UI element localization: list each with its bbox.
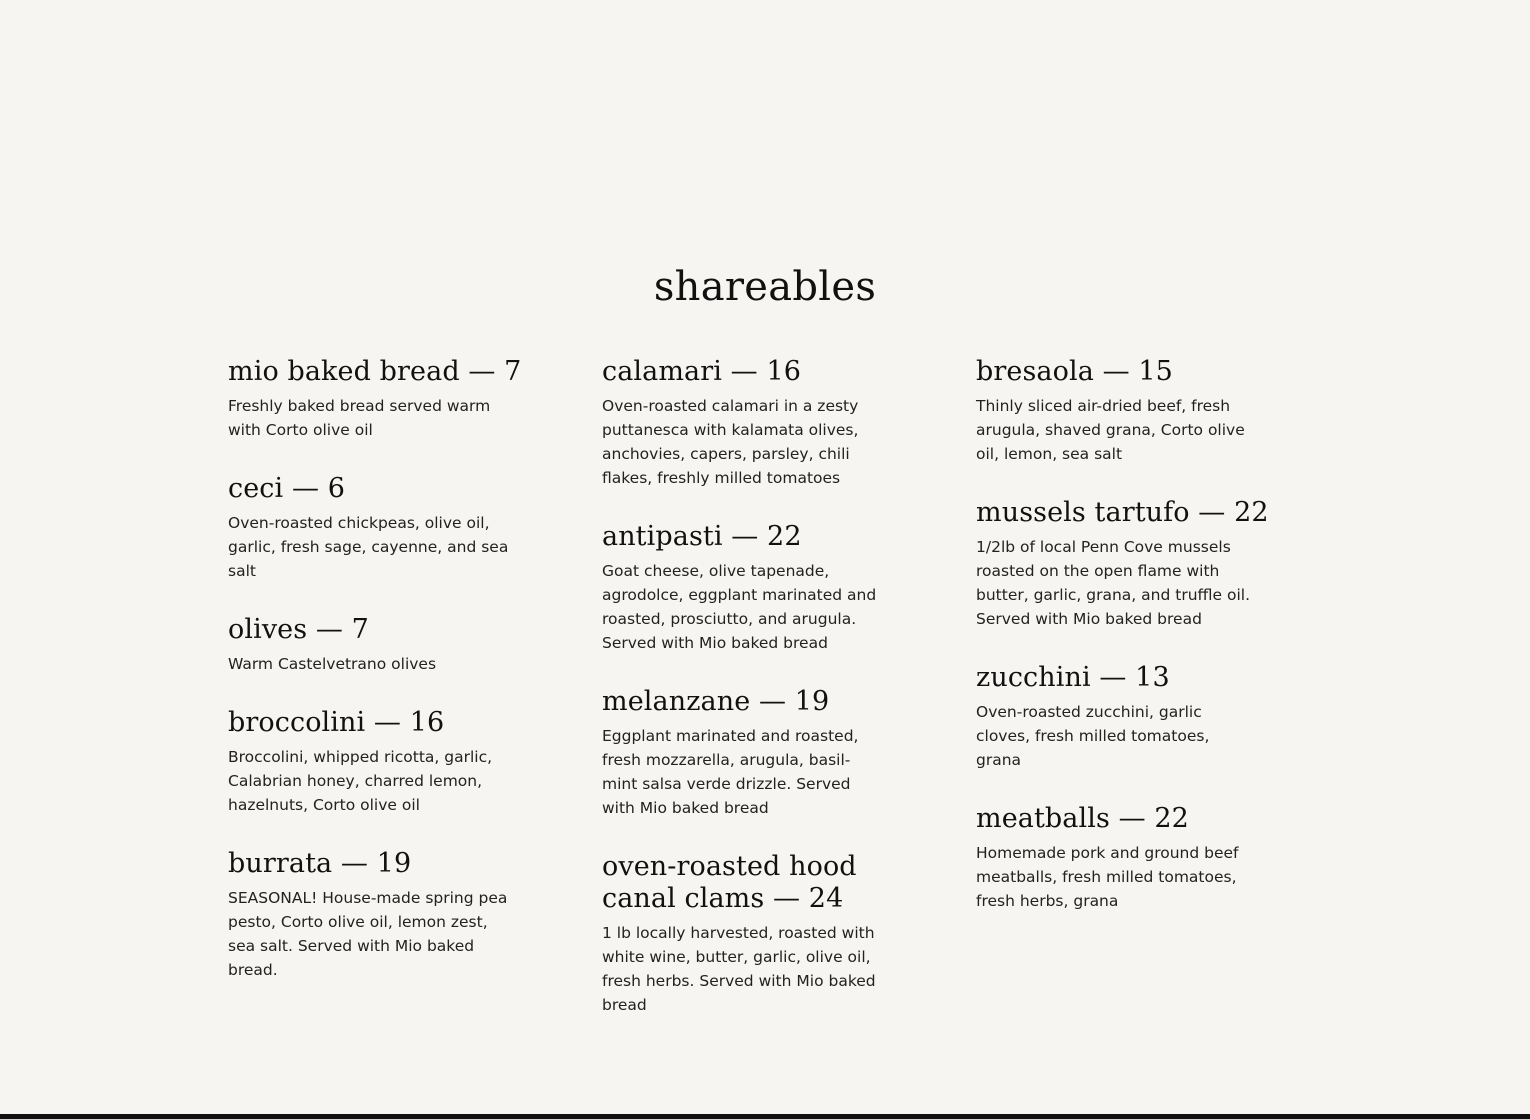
menu-item-hood-canal-clams (602, 851, 902, 1017)
menu-item-mussels-tartufo (976, 497, 1276, 631)
menu-item-description: Oven-roasted chickpeas, olive oil, garlic, fresh sage, cayenne, and sea salt (228, 514, 509, 580)
menu-item-name: meatballs — 22 (976, 803, 1189, 834)
menu-item-olives (228, 614, 528, 676)
menu-item-description: SEASONAL! House-made spring pea pesto, Corto olive oil, lemon zest, sea salt. Served with Mio baked bread. (228, 889, 508, 979)
menu-column-right (976, 356, 1276, 944)
menu-item-name: calamari — 16 (602, 356, 802, 387)
menu-item-description: Thinly sliced air-dried beef, fresh arugula, shaved grana, Corto olive oil, lemon, sea salt (976, 397, 1245, 463)
menu-item-name: zucchini — 13 (976, 662, 1170, 693)
menu-item-name: mio baked bread — 7 (228, 356, 522, 387)
menu-item-calamari (602, 356, 902, 490)
menu-item-name: antipasti — 22 (602, 521, 802, 552)
menu-item-name: melanzane — 19 (602, 686, 830, 717)
menu-item-name: oven-roasted hood canal clams — 24 (602, 851, 857, 914)
menu-item-description: Goat cheese, olive tapenade, agrodolce, eggplant marinated and roasted, prosciutto, and arugula. Served with Mio baked bread (602, 562, 877, 652)
menu-item-description: Warm Castelvetrano olives (228, 655, 437, 673)
menu-item-ceci (228, 473, 528, 583)
menu-item-melanzane (602, 686, 902, 820)
menu-item-mio-baked-bread (228, 356, 528, 442)
menu-column-center (602, 356, 902, 1048)
menu-item-name: burrata — 19 (228, 848, 412, 879)
menu-item-description: Broccolini, whipped ricotta, garlic, Calabrian honey, charred lemon, hazelnuts, Corto olive oil (228, 748, 493, 814)
footer-bar (0, 1114, 1530, 1119)
menu-item-broccolini (228, 707, 528, 817)
menu-item-name: bresaola — 15 (976, 356, 1173, 387)
menu-item-zucchini (976, 662, 1276, 772)
menu-item-name: broccolini — 16 (228, 707, 445, 738)
menu-item-description: Eggplant marinated and roasted, fresh mozzarella, arugula, basil-mint salsa verde drizzle. Served with Mio baked bread (602, 727, 859, 817)
menu-item-description: Homemade pork and ground beef meatballs, fresh milled tomatoes, fresh herbs, grana (976, 844, 1239, 910)
menu-item-name: ceci — 6 (228, 473, 346, 504)
menu-item-antipasti (602, 521, 902, 655)
menu-item-name: olives — 7 (228, 614, 369, 645)
menu-item-description: Oven-roasted calamari in a zesty puttanesca with kalamata olives, anchovies, capers, parsley, chili flakes, freshly milled tomatoes (602, 397, 859, 487)
menu-item-burrata (228, 848, 528, 982)
menu-item-bresaola (976, 356, 1276, 466)
section-title: shareables (653, 264, 877, 310)
menu-item-description: Freshly baked bread served warm with Corto olive oil (228, 397, 491, 439)
menu-item-name: mussels tartufo — 22 (976, 497, 1269, 528)
menu-item-description: 1/2lb of local Penn Cove mussels roasted on the open flame with butter, garlic, grana, and truffle oil. Served with Mio baked bread (976, 538, 1250, 628)
menu-item-description: Oven-roasted zucchini, garlic cloves, fresh milled tomatoes, grana (976, 703, 1210, 769)
menu-item-meatballs (976, 803, 1276, 913)
menu-column-left (228, 356, 528, 1013)
menu-item-description: 1 lb locally harvested, roasted with white wine, butter, garlic, olive oil, fresh herbs. Served with Mio baked bread (602, 924, 876, 1014)
